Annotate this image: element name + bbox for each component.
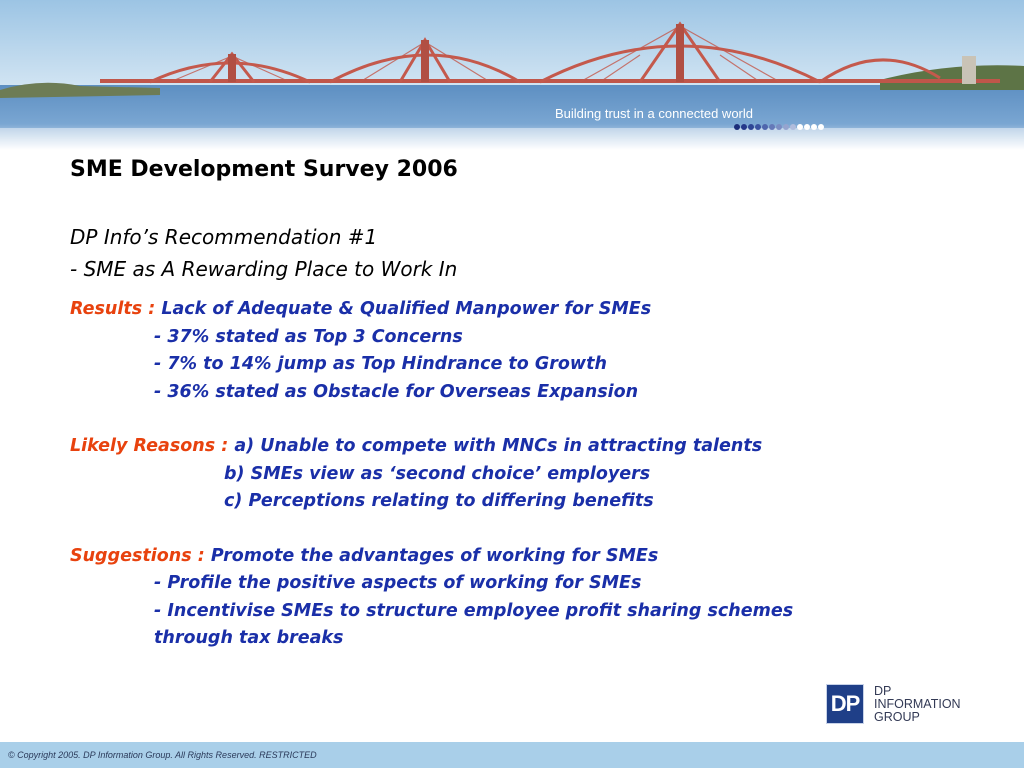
results-item: - 7% to 14% jump as Top Hindrance to Growth xyxy=(154,354,607,374)
suggestions-item: - Incentivise SMEs to structure employee profit sharing schemes xyxy=(154,600,794,621)
subtitle-line-1: DP Info’s Recommendation #1 xyxy=(70,225,378,249)
banner-dot xyxy=(734,124,740,130)
subtitle-line-2: - SME as A Rewarding Place to Work In xyxy=(70,257,458,281)
suggestions-heading-text: Promote the advantages of working for SMEs xyxy=(210,545,659,566)
reasons-label: Likely Reasons : xyxy=(70,436,229,456)
banner-tagline: Building trust in a connected world xyxy=(555,106,754,121)
banner-dot xyxy=(804,124,810,130)
logo-text xyxy=(874,685,961,724)
banner-dot xyxy=(790,124,796,130)
results-heading xyxy=(70,296,970,324)
slide-body xyxy=(70,296,970,653)
logo-line-1: DP xyxy=(874,683,892,698)
reasons-heading xyxy=(70,433,970,461)
banner-dot xyxy=(811,124,817,130)
reasons-item: b) SMEs view as ‘second choice’ employers xyxy=(224,463,651,484)
results-label: Results : xyxy=(70,299,156,319)
suggestions-heading xyxy=(70,543,970,571)
banner-dot xyxy=(783,124,789,130)
copyright-text: © Copyright 2005. DP Information Group. All Rights Reserved. RESTRICTED xyxy=(8,750,317,760)
banner-dot xyxy=(818,124,824,130)
banner-dot xyxy=(776,124,782,130)
reasons-item: c) Perceptions relating to differing benefits xyxy=(224,491,654,511)
logo-line-3: GROUP xyxy=(874,709,920,724)
banner-dot xyxy=(762,124,768,130)
slide-title: SME Development Survey 2006 xyxy=(70,157,458,182)
banner-dot xyxy=(748,124,754,130)
logo-mark-icon: DP xyxy=(826,684,864,724)
header-banner xyxy=(0,0,1024,150)
results-heading-text: Lack of Adequate & Qualified Manpower for SMEs xyxy=(161,299,652,319)
suggestions-item: - Profile the positive aspects of working for SMEs xyxy=(154,573,642,593)
banner-dot xyxy=(797,124,803,130)
company-logo xyxy=(826,684,961,724)
banner-dots xyxy=(734,124,824,130)
results-item: - 37% stated as Top 3 Concerns xyxy=(154,326,463,347)
reasons-heading-text: a) Unable to compete with MNCs in attracting talents xyxy=(234,436,763,456)
banner-dot xyxy=(755,124,761,130)
suggestions-item: through tax breaks xyxy=(154,628,344,648)
suggestions-label: Suggestions : xyxy=(70,545,205,566)
footer-bar xyxy=(0,742,1024,768)
banner-dot xyxy=(741,124,747,130)
bridge-image xyxy=(0,0,1024,150)
results-item: - 36% stated as Obstacle for Overseas Expansion xyxy=(154,381,639,402)
logo-line-2: INFORMATION xyxy=(874,696,961,711)
banner-dot xyxy=(769,124,775,130)
slide-subtitle xyxy=(70,221,457,285)
